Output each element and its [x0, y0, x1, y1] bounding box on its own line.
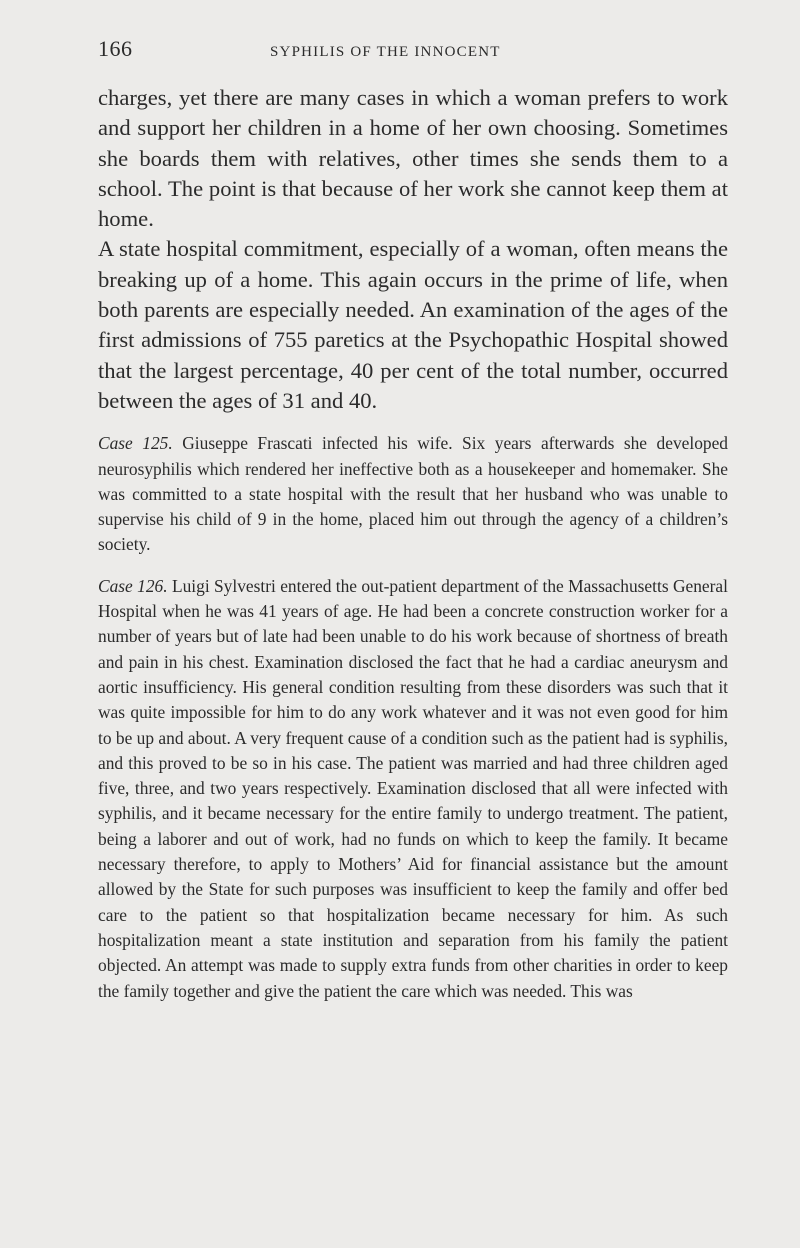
case-125 — [98, 431, 728, 557]
running-head: SYPHILIS OF THE INNOCENT — [270, 44, 501, 60]
case-text: Luigi Sylvestri entered the out-patient department of the Massachusetts General Hospital when he was 41 years of age. He had been a concrete construction worker for a number of years but of late had been unable to do his work because of shortness of breath and pain in his chest. Examination disclosed the fact that he had a cardiac aneurysm and aortic insufficiency. His general condition resulting from these disorders was such that it was quite impossible for him to do any work whatever and it was not even good for him to be up and about. A very frequent cause of a condition such as the patient had is syphilis, and this proved to be so in his case. The patient was married and had three children aged five, three, and two years respectively. Examination disclosed that all were infected with syphilis, and it became necessary for the entire family to undergo treatment. The patient, being a laborer and out of work, had no funds on which to keep the family. It became necessary therefore, to apply to Mothers’ Aid for financial assistance but the amount allowed by the State for such purposes was insufficient to keep the family and offer bed care to the patient so that hospitalization became necessary for him. As such hospitalization meant a state institution and separation from his family the patient objected. An attempt was made to supply extra funds from other charities in order to keep the family together and give the patient the care which was needed. This was — [98, 575, 728, 1001]
page-number: 166 — [98, 36, 133, 61]
case-text: Giuseppe Frascati infected his wife. Six years afterwards she developed neurosyphilis which rendered her ineffective both as a housekeeper and homemaker. She was committed to a state hospital with the result that her husband who was unable to supervise his child of 9 in the home, placed him out through the agency of a children’s society. — [98, 433, 728, 555]
paragraph: charges, yet there are many cases in which a woman prefers to work and support her children in a home of her own choosing. Sometimes she boards them with relatives, other times she sends them to a school. The point is that because of her work she cannot keep them at home. — [98, 85, 728, 232]
case-paragraph — [98, 574, 728, 1004]
paragraph: A state hospital commitment, especially of a woman, often means the breaking up of a home. This again occurs in the prime of life, when both parents are especially needed. An examination of the ages of the first admissions of 755 paretics at the Psychopathic Hospital showed that the largest percentage, 40 per cent of the total number, occurred between the ages of 31 and 40. — [98, 236, 728, 413]
page-header — [98, 36, 728, 66]
body-text — [98, 83, 728, 1004]
case-label: Case 126. — [98, 575, 168, 596]
case-126 — [98, 574, 728, 1004]
case-paragraph — [98, 431, 728, 557]
main-paragraphs — [98, 83, 728, 416]
case-label: Case 125. — [98, 433, 173, 454]
